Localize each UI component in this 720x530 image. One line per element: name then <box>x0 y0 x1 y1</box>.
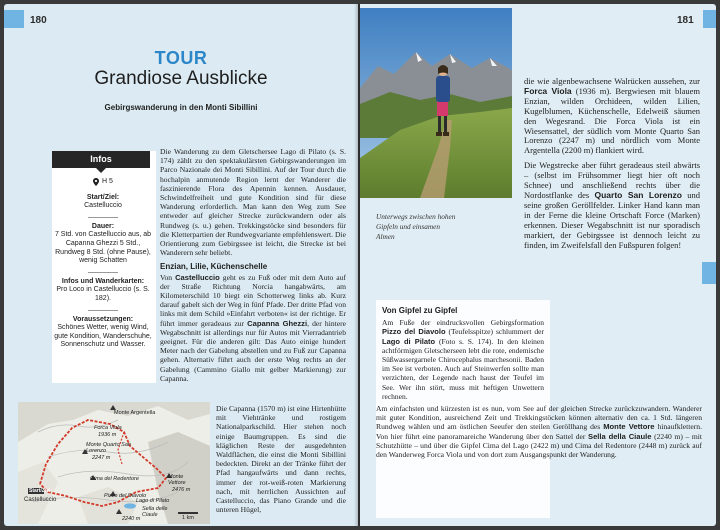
forca-viola-paragraph: die wie algenbewachsene Walrücken aussehen, zur Forca Viola (1936 m). Bergwiesen mit blauem Enzian, wilden Orchideen, wilden Lilien, Kugelblumen, Küchenschelle, Edelweiß säumen den Wegesrand. Die Forca Viola ist ein Wiesensattel, der südlich vom Monte Quarto San Lorenzo (2247 m) und nördlich vom Monte Argentella (2200 m) flankiert wird. <box>524 76 700 156</box>
route-map <box>18 402 210 524</box>
return-route-column <box>376 404 702 464</box>
info-box <box>52 151 156 383</box>
intro-paragraph: Die Wanderung zu dem Gletschersee Lago di Pilato (s. S. 174) zählt zu den spektakulärsten Gebirgswanderungen im Parco Nazionale dei Monti Sibillini. Auf der Tour durch die hochalpin anmutende Region lernt der Wanderer die faszinierende Flora des Apennin kennen. Ausdauer, Schwindelfreiheit und gute Kondition sind für diese Wanderung erforderlich. Man kann den Weg zum See entweder auf gleicher Strecke zurückwandern oder als Rundweg (s. u.) gehen. Trekkingstöcke sind besonders für die Kletterpartien der Rundwegvariante empfehlenswert. Die Orientierung zum Gebirgssee ist leicht, die Strecke ist bei Wanderern sehr beliebt. <box>160 147 346 258</box>
map-label-forca-viola: Forca Viola <box>94 425 122 431</box>
map-grid-reference: H 5 <box>102 178 113 185</box>
map-label-monte-quarto: Monte Quarto San Lorenzo <box>86 442 131 454</box>
return-route-paragraph: Am einfachsten und kürzesten ist es nun, vom See auf der gleichen Strecke zurückzuwandern. Wanderer mit guter Kondition, ausreichend Zeit und Trekkingstöcken können alternativ den ca. 1 Std. längeren Rundweg wählen und am östlichen Seeufer den steilen Geröllhang des Monte Vettore hinaufklettern. Von hier führt eine panoramareiche Wanderung über den Sattel der Sella della Ciaule (2240 m) – mit Schutzhütte – und über die Gipfel Cima del Lago (2422 m) und Cima del Redentore (2448 m) zurück auf den Wanderweg Forca Viola und von dort zum Ausgangspunkt der Wanderung. <box>376 404 702 460</box>
descent-paragraph: Die Wegstrecke aber führt geradeaus steil abwärts – (selbst im Frühsommer liegt hier oft noch Schnee) und anschließend rechts über die Nordostflanke des Quarto San Lorenzo und seine großen Geröllfelder. Linker Hand kann man in der Ferne die kleine Ortschaft Force (Marken) erkennen. Dieser Wegabschnitt ist nur sporadisch markiert, der Gebirgssee ist dennoch leicht zu finden, im Zweifelsfall den Fußspuren folgen! <box>524 160 700 250</box>
main-text-column <box>160 147 346 388</box>
maps-label: Infos und Wanderkarten: <box>61 277 145 285</box>
location-pin-icon <box>93 178 99 186</box>
left-page <box>4 4 358 526</box>
right-page <box>360 4 716 526</box>
map-label-monte-quarto-alt: 2247 m <box>92 455 111 461</box>
capanna-text-column <box>216 404 346 519</box>
right-page-side-tab <box>702 262 716 284</box>
map-label-monte-vettore: Monte Vettore <box>168 474 186 486</box>
sidebox-lake-paragraph: Am Fuße der eindrucksvollen Gebirgsformation Pizzo del Diavolo (Teufelsspitze) schlummert der Lago di Pilato (Foto s. S. 174). In den kleinen achtförmigen Gletscherseen lebt die rote, endemische Süßwassergarnele Chirocephalus marchesonii. Baden im See ist verboten. Auch auf Steinwerfen sollte man verzichten, der Legende nach haust der Teufel im See. Wer ihn stört, muss mit heftigen Unwettern rechnen. <box>382 318 544 401</box>
capanna-paragraph: Die Capanna (1570 m) ist eine Hirtenhütte mit Viehtränke und rostigem Nationalparkschild. Hier stehen noch einige Baumgruppen. Es sind die kläglichen Reste der ausgedehnten Waldflächen, die einst die Monti Sibillini bedeckten. Direkt an der Tränke führt der Pfad hangaufwärts und dann rechts, immer der rot-weiß-roten Markierung nach, mit herrlichen Aussichten auf Castelluccio, das Piano Grande und die unteren Hügel, <box>216 404 346 515</box>
sidebox-heading: Von Gipfel zu Gipfel <box>382 306 458 315</box>
map-label-sella-ciaule-alt: 2240 m <box>122 516 141 522</box>
left-page-tab-marker <box>4 10 24 28</box>
start-label: Start/Ziel: <box>86 193 120 201</box>
map-label-monte-argentella: Monte Argentella <box>114 410 156 416</box>
right-page-number: 181 <box>677 15 694 26</box>
route-paragraph: Von Castelluccio geht es zu Fuß oder mit dem Auto auf der Straße Richtung Norcia hangabwärts, am Kilometerschild 10 biegt ein Schotterweg links ab. Kurz darauf gabelt sich der Weg in fünf Pfade. Der dritte Pfad von links mit dem Schild »Einfahrt verboten« ist der richtige. Er führt immer geradeaus zur Capanna Ghezzi, der hintere Wegabschnitt ist allerdings nur für Autos mit Vierradantrieb geeignet. Für die anderen gilt: Das Auto einige hundert Meter nach der Gabelung abstellen und zu Fuß zur Capanna gehen. Alternativ führt auch der erste Weg rechts an der Gabelung (Cammino Giallo mit gelber Markierung) zur Capanna. <box>160 272 347 383</box>
requirements-value: Schönes Wetter, wenig Wind, gute Kondition, Wanderschuhe, Sonnenschutz und Wasser. <box>54 324 152 349</box>
map-label-castelluccio: Castelluccio <box>24 497 57 503</box>
map-label-forca-viola-alt: 1936 m <box>98 432 117 438</box>
info-box-arrow <box>96 168 106 173</box>
info-box-header: Infos <box>52 151 150 168</box>
right-text-column <box>524 77 700 255</box>
map-label-start: Start/Ziel <box>29 488 51 494</box>
maps-value: Pro Loco in Castelluccio (s. S. 182). <box>56 286 150 302</box>
requirements-label: Voraussetzungen: <box>72 315 134 323</box>
page-subtitle: Gebirgswanderung in den Monti Sibillini <box>104 103 258 112</box>
left-page-number: 180 <box>30 15 47 26</box>
map-label-lago-pilato: Lago di Pilato <box>136 498 170 504</box>
tour-label: TOUR <box>154 48 208 68</box>
map-label-pizzo-diavolo: Pizzo del Diavolo <box>104 493 147 499</box>
page-title: Grandiose Ausblicke <box>94 68 268 89</box>
section-heading: Enzian, Lilie, Küchenschelle <box>160 262 268 272</box>
duration-label: Dauer: <box>91 222 115 230</box>
map-label-monte-vettore-alt: 2476 m <box>172 487 191 493</box>
map-label-sella-ciaule: Sella delle Ciaule <box>142 506 168 518</box>
map-label-cima-redentore: Cima del Redentore <box>90 476 139 482</box>
duration-value: 7 Std. von Castelluccio aus, ab Capanna Ghezzi 5 Std., Rundweg 8 Std. (ohne Pause), wenig Schatten <box>54 231 152 265</box>
lake-shape <box>124 503 136 508</box>
hiker-photo <box>360 8 512 198</box>
photo-caption: Unterwegs zwischen hohen Gipfeln und einsamen Almen <box>376 212 456 241</box>
start-value: Castelluccio <box>84 202 122 210</box>
mountain-photo-graphic <box>360 8 512 198</box>
right-page-tab-marker <box>703 10 716 28</box>
map-scale-label: 1 km <box>182 515 194 521</box>
